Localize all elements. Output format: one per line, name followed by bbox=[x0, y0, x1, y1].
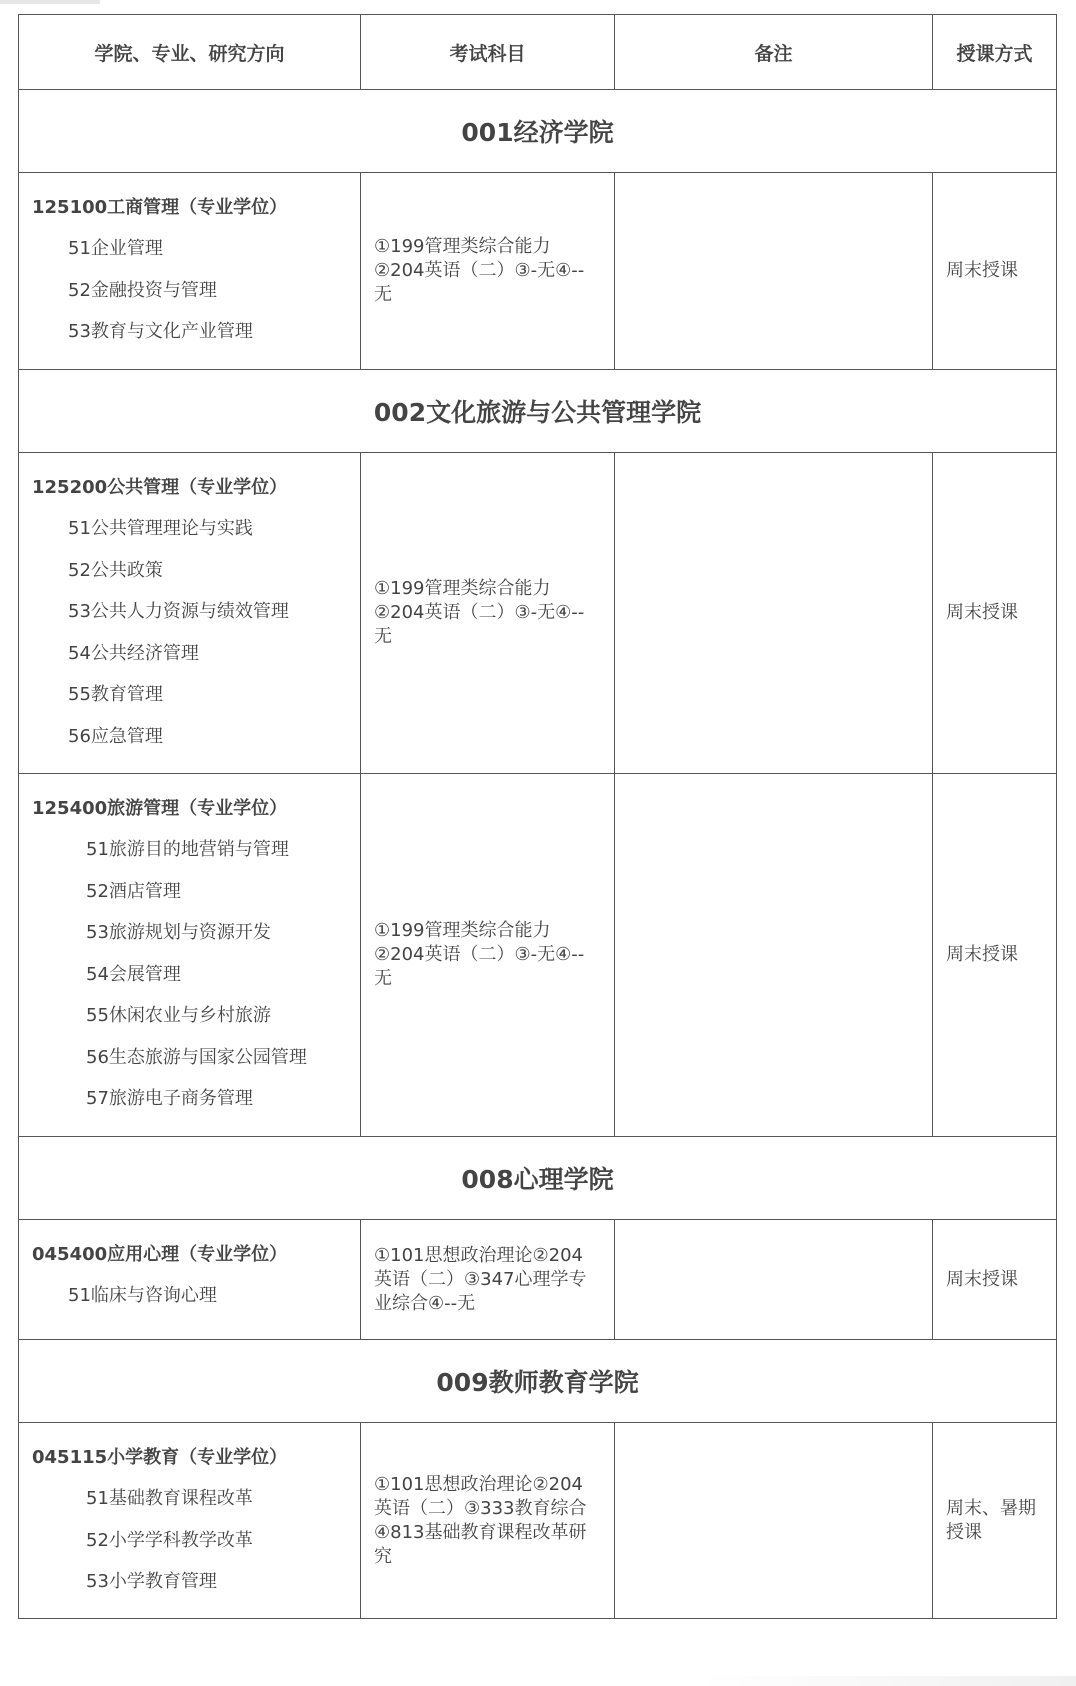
note-cell bbox=[615, 453, 933, 774]
direction-item: 53教育与文化产业管理 bbox=[68, 321, 253, 342]
direction-item: 51基础教育课程改革 bbox=[86, 1488, 253, 1509]
direction-item: 51临床与咨询心理 bbox=[68, 1285, 217, 1306]
direction-item: 55休闲农业与乡村旅游 bbox=[86, 1005, 271, 1026]
admissions-table bbox=[18, 14, 1057, 1619]
teaching-mode-text: 周末授课 bbox=[946, 944, 1018, 965]
exam-cell bbox=[361, 173, 615, 370]
major-title: 125200公共管理（专业学位） bbox=[32, 477, 288, 498]
direction-item: 52公共政策 bbox=[68, 559, 163, 581]
exam-subjects-text: ①199管理类综合能力②204英语（二）③-无④--无 bbox=[374, 236, 585, 305]
college-name: 002文化旅游与公共管理学院 bbox=[19, 370, 1057, 453]
admissions-table-container bbox=[18, 14, 1056, 1619]
mode-cell bbox=[933, 1220, 1057, 1340]
direction-item: 51企业管理 bbox=[68, 238, 163, 259]
direction-item: 56生态旅游与国家公园管理 bbox=[86, 1046, 307, 1068]
note-cell bbox=[615, 774, 933, 1137]
direction-item: 52小学学科教学改革 bbox=[86, 1529, 253, 1551]
teaching-mode-text: 周末授课 bbox=[946, 602, 1018, 623]
header-exam-subjects: 考试科目 bbox=[361, 15, 615, 90]
major-title: 125100工商管理（专业学位） bbox=[32, 197, 288, 218]
direction-item: 54公共经济管理 bbox=[68, 642, 199, 664]
exam-cell bbox=[361, 1423, 615, 1619]
direction-item: 53公共人力资源与绩效管理 bbox=[68, 601, 289, 622]
college-name: 008心理学院 bbox=[19, 1137, 1057, 1220]
direction-item: 56应急管理 bbox=[68, 725, 163, 747]
college-row bbox=[19, 90, 1057, 173]
teaching-mode-text: 周末授课 bbox=[946, 260, 1018, 281]
table-row bbox=[19, 173, 1057, 370]
direction-item: 51旅游目的地营销与管理 bbox=[86, 839, 289, 860]
college-row bbox=[19, 1340, 1057, 1423]
direction-item: 57旅游电子商务管理 bbox=[86, 1088, 253, 1109]
header-college-major-direction: 学院、专业、研究方向 bbox=[19, 15, 361, 90]
major-cell bbox=[19, 1220, 361, 1340]
direction-item: 52金融投资与管理 bbox=[68, 279, 217, 301]
direction-item: 52酒店管理 bbox=[86, 880, 181, 902]
mode-cell bbox=[933, 1423, 1057, 1619]
header-teaching-mode: 授课方式 bbox=[933, 15, 1057, 90]
note-cell bbox=[615, 173, 933, 370]
college-row bbox=[19, 370, 1057, 453]
note-cell bbox=[615, 1423, 933, 1619]
exam-cell bbox=[361, 774, 615, 1137]
direction-item: 55教育管理 bbox=[68, 684, 163, 705]
table-row bbox=[19, 453, 1057, 774]
exam-cell bbox=[361, 1220, 615, 1340]
mode-cell bbox=[933, 774, 1057, 1137]
major-title: 125400旅游管理（专业学位） bbox=[32, 798, 288, 819]
major-cell bbox=[19, 173, 361, 370]
major-title: 045115小学教育（专业学位） bbox=[32, 1447, 288, 1468]
direction-item: 54会展管理 bbox=[86, 963, 181, 985]
top-tab-decoration bbox=[0, 0, 100, 4]
table-row bbox=[19, 1423, 1057, 1619]
direction-item: 51公共管理理论与实践 bbox=[68, 518, 253, 539]
college-name: 009教师教育学院 bbox=[19, 1340, 1057, 1423]
major-cell bbox=[19, 1423, 361, 1619]
exam-subjects-text: ①101思想政治理论②204英语（二）③333教育综合④813基础教育课程改革研究 bbox=[374, 1473, 587, 1567]
header-notes: 备注 bbox=[615, 15, 933, 90]
note-cell bbox=[615, 1220, 933, 1340]
teaching-mode-text: 周末授课 bbox=[946, 1268, 1018, 1290]
bottom-shade-decoration bbox=[700, 1676, 1076, 1686]
table-row bbox=[19, 774, 1057, 1137]
college-name: 001经济学院 bbox=[19, 90, 1057, 173]
teaching-mode-text: 周末、暑期授课 bbox=[946, 1497, 1036, 1543]
exam-subjects-text: ①101思想政治理论②204英语（二）③347心理学专业综合④--无 bbox=[374, 1244, 587, 1314]
major-title: 045400应用心理（专业学位） bbox=[32, 1244, 288, 1265]
major-cell bbox=[19, 774, 361, 1137]
mode-cell bbox=[933, 453, 1057, 774]
mode-cell bbox=[933, 173, 1057, 370]
direction-item: 53旅游规划与资源开发 bbox=[86, 922, 271, 943]
college-row bbox=[19, 1137, 1057, 1220]
major-cell bbox=[19, 453, 361, 774]
exam-subjects-text: ①199管理类综合能力②204英语（二）③-无④--无 bbox=[374, 578, 585, 647]
table-header-row bbox=[19, 15, 1057, 90]
exam-cell bbox=[361, 453, 615, 774]
exam-subjects-text: ①199管理类综合能力②204英语（二）③-无④--无 bbox=[374, 920, 585, 989]
table-row bbox=[19, 1220, 1057, 1340]
direction-item: 53小学教育管理 bbox=[86, 1571, 217, 1592]
